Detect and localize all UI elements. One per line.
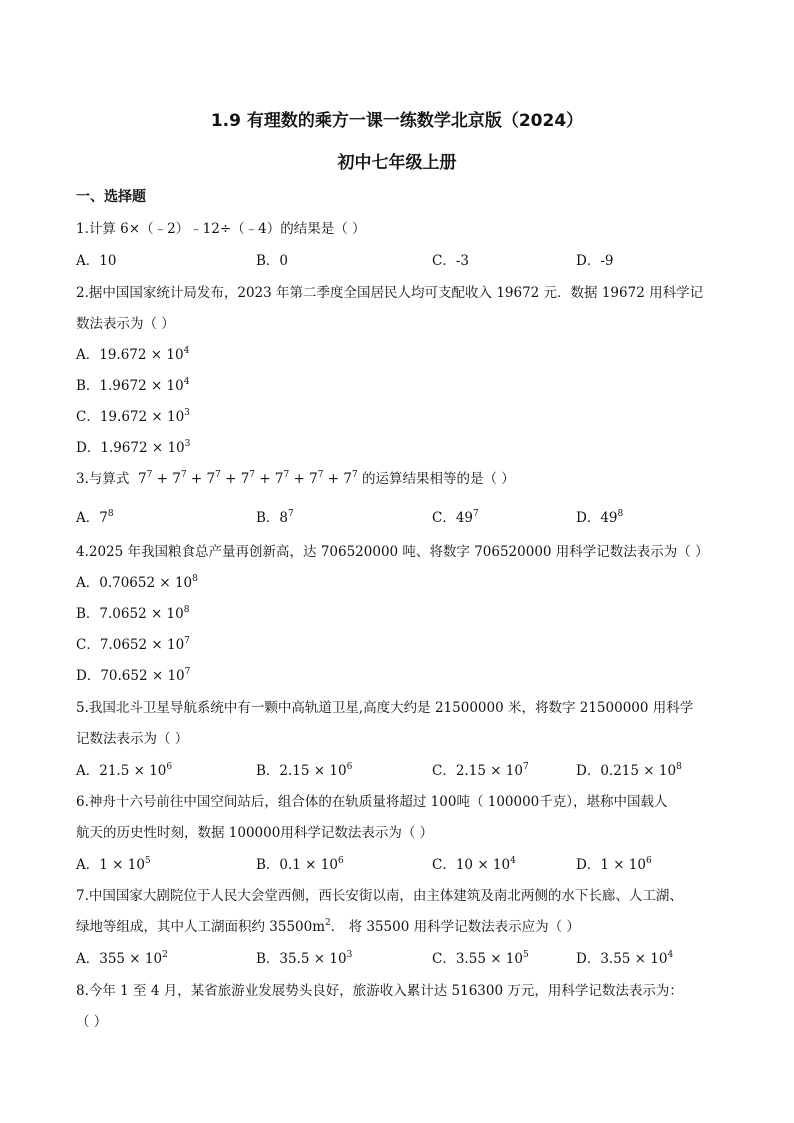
question-8-stem-line1: 8.今年 1 至 4 月，某省旅游业发展势头良好，旅游收入累计达 516300 万元，用科学记数法表示为： [76,983,683,999]
q4-option-b: B．$7.0652 \times 10^8$ [76,605,190,622]
q6-option-d: D．$1 \times 10^6$ [576,856,652,873]
q5-option-b: B．$2.15 \times 10^6$ [256,762,353,779]
question-5-stem-line1: 5.我国北斗卫星导航系统中有一颗中高轨道卫星,高度大约是 21500000 米，将数字 21500000 用科学 [76,700,694,716]
q7-option-b: B．$35.5 \times 10^3$ [256,950,353,967]
q7-option-c: C．$3.55 \times 10^5$ [432,950,529,967]
q4-option-a: A．$0.70652 \times 10^8$ [76,574,198,591]
question-4-stem: 4.2025 年我国粮食总产量再创新高，达 706520000 吨、将数字 706520000 用科学记数法表示为（ ） [76,544,709,560]
question-3-stem: 3.与算式 $7^7 + 7^7 + 7^7 + 7^7 + 7^7 + 7^7 + 7^7$ 的运算结果相等的是（ ） [76,470,515,487]
q6-option-c: C．$10 \times 10^4$ [432,856,516,873]
q4-option-d: D．$70.652 \times 10^7$ [76,667,191,684]
q7-option-d: D．$3.55 \times 10^4$ [576,950,674,967]
question-6-stem-line2: 航天的历史性时刻，数据 100000用科学记数法表示为（ ） [76,825,434,841]
q4-option-c: C．$7.0652 \times 10^7$ [76,636,190,653]
q1-option-b: B．0 [256,253,289,269]
q6-option-a: A．$1 \times 10^5$ [76,856,151,873]
document-title: 1.9 有理数的乘方一课一练数学北京版（2024） [210,111,584,131]
q2-option-a: A．$19.672 \times 10^4$ [76,346,190,363]
q3-option-a: A．$7^8$ [76,509,114,526]
question-2-stem-line2: 数法表示为（ ） [76,316,175,332]
question-8-stem-line2: （ ） [76,1014,108,1030]
question-5-stem-line2: 记数法表示为（ ） [76,731,189,747]
question-1-stem: 1.计算 6×（﹣2）﹣12÷（﹣4）的结果是（ ） [76,221,366,237]
q3-option-b: B．$8^7$ [256,509,294,526]
q2-option-d: D．$1.9672 \times 10^3$ [76,439,191,456]
q6-option-b: B．$0.1 \times 10^6$ [256,856,344,873]
q2-option-b: B．$1.9672 \times 10^4$ [76,377,190,394]
q1-option-c: C．-3 [432,253,469,269]
q3-expression: $7^7 + 7^7 + 7^7 + 7^7 + 7^7 + 7^7 + 7^7$ [137,470,358,487]
question-6-stem-line1: 6.神舟十六号前往中国空间站后，组合体的在轨质量将超过 100吨（ 100000千克），堪称中国载人 [76,794,668,810]
question-7-stem-line2: 绿地等组成，其中人工湖面积约 $35500m^2$． 将 35500 用科学记数法表示应为（ ） [76,918,580,935]
q7-option-a: A．$355 \times 10^2$ [76,950,168,967]
q5-option-d: D．$0.215 \times 10^8$ [576,762,682,779]
q3-option-c: C．$49^7$ [432,509,479,526]
q3-option-d: D．$49^8$ [576,509,624,526]
question-7-stem-line1: 7.中国国家大剧院位于人民大会堂西侧，西长安街以南，由主体建筑及南北两侧的水下长廊、人工湖、 [76,888,683,904]
section-heading: 一、选择题 [76,189,146,205]
q5-option-c: C．$2.15 \times 10^7$ [432,762,529,779]
q1-option-a: A．10 [76,253,117,269]
question-2-stem-line1: 2.据中国国家统计局发布，2023 年第二季度全国居民人均可支配收入 19672 元．数据 19672 用科学记 [76,285,704,301]
q5-option-a: A．$21.5 \times 10^6$ [76,762,173,779]
q2-option-c: C．$19.672 \times 10^3$ [76,408,190,425]
document-subtitle: 初中七年级上册 [337,153,457,173]
q1-option-d: D．-9 [576,253,614,269]
